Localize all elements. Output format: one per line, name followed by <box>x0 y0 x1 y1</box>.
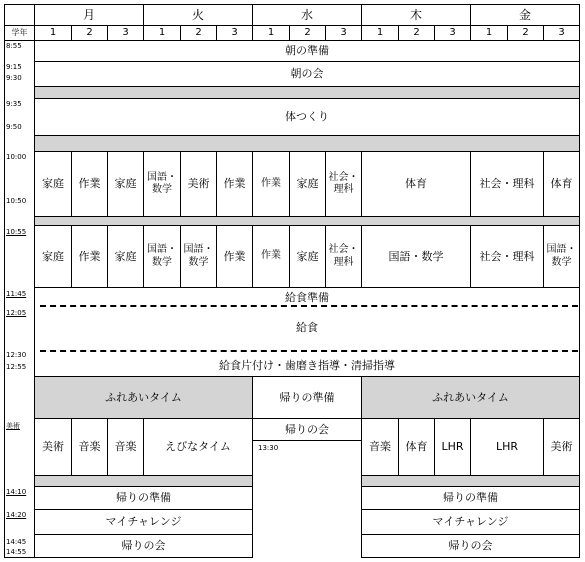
time-label: 12:30 <box>6 351 27 359</box>
time-label: 9:50 <box>6 123 22 131</box>
header-corner <box>4 4 35 26</box>
time-label: 10:00 <box>6 153 27 161</box>
afternoon-cell: LHR <box>470 418 544 476</box>
day-header-fri: 金 <box>470 4 580 26</box>
period2-cell: 国語・ 数学 <box>180 225 217 288</box>
afternoon-cell: 体育 <box>398 418 435 476</box>
afternoon-cell: LHR <box>434 418 471 476</box>
period2-cell: 国語・数学 <box>361 225 471 288</box>
day-header-mon: 月 <box>34 4 144 26</box>
period2-cell: 家庭 <box>107 225 144 288</box>
time-label: 14:55 <box>6 548 27 556</box>
go-home-prep-mon-tue: 帰りの準備 <box>34 486 253 510</box>
lunch: 給食 <box>296 321 318 334</box>
period2-cell: 社会・ 理科 <box>325 225 362 288</box>
go-home-prep-wed: 帰りの準備 <box>252 376 362 419</box>
morning-meeting: 朝の会 <box>34 61 580 87</box>
morning-prep: 朝の準備 <box>34 40 580 62</box>
period1-cell: 家庭 <box>289 151 326 217</box>
fureai-time-mon-tue: ふれあいタイム <box>34 376 253 419</box>
period1-cell: 社会・理科 <box>470 151 544 217</box>
grade-number: 2 <box>398 25 435 41</box>
go-home-prep-thu-fri: 帰りの準備 <box>361 486 580 510</box>
period2-cell: 家庭 <box>289 225 326 288</box>
time-label: 10:50 <box>6 197 27 205</box>
period1-cell: 社会・ 理科 <box>325 151 362 217</box>
period1-cell: 家庭 <box>34 151 72 217</box>
my-challenge-thu-fri: マイチャレンジ <box>361 509 580 535</box>
grade-number: 2 <box>507 25 544 41</box>
period2-cell: 社会・理科 <box>470 225 544 288</box>
grade-number: 1 <box>470 25 508 41</box>
time-label: 10:55 <box>6 228 27 236</box>
grade-number: 2 <box>180 25 217 41</box>
time-label: 11:45 <box>6 290 27 298</box>
grade-number: 3 <box>216 25 253 41</box>
period1-cell: 家庭 <box>107 151 144 217</box>
afternoon-cell: 美術 <box>543 418 580 476</box>
dashed-separator <box>40 350 578 352</box>
fureai-time-thu-fri: ふれあいタイム <box>361 376 580 419</box>
afternoon-cell: 美術 <box>34 418 72 476</box>
grade-number: 3 <box>434 25 471 41</box>
go-home-meeting-mon-tue: 帰りの会 <box>34 534 253 558</box>
day-header-wed: 水 <box>252 4 362 26</box>
period1-cell: 作業 <box>71 151 108 217</box>
period2-cell: 国語・ 数学 <box>143 225 181 288</box>
go-home-meeting-thu-fri: 帰りの会 <box>361 534 580 558</box>
grade-number: 1 <box>34 25 72 41</box>
time-label: 14:20 <box>6 511 27 519</box>
grade-number: 3 <box>107 25 144 41</box>
period1-cell: 作業 <box>216 151 253 217</box>
period1-cell: 体育 <box>361 151 471 217</box>
body-building: 体つくり <box>34 98 580 136</box>
period2-cell: 作業 <box>252 225 290 288</box>
grade-number: 3 <box>325 25 362 41</box>
period1-cell: 体育 <box>543 151 580 217</box>
period1-cell: 美術 <box>180 151 217 217</box>
period2-cell: 家庭 <box>34 225 72 288</box>
my-challenge-mon-tue: マイチャレンジ <box>34 509 253 535</box>
time-label: 12:05 <box>6 309 27 317</box>
time-label: 9:15 <box>6 63 22 71</box>
period2-cell: 国語・ 数学 <box>543 225 580 288</box>
dashed-separator <box>40 305 578 307</box>
time-label: 9:35 <box>6 100 22 108</box>
afternoon-cell: 音楽 <box>361 418 399 476</box>
period1-cell: 国語・ 数学 <box>143 151 181 217</box>
time-label: 美術 <box>6 422 20 430</box>
grade-number: 2 <box>71 25 108 41</box>
time-label: 9:30 <box>6 74 22 82</box>
afternoon-cell: 音楽 <box>71 418 108 476</box>
grade-number: 2 <box>289 25 326 41</box>
afternoon-cell: 音楽 <box>107 418 144 476</box>
cleanup: 給食片付け・歯磨き指導・清掃指導 <box>219 359 395 372</box>
time-label: 14:45 <box>6 538 27 546</box>
ebina-time: えびなタイム <box>143 418 253 476</box>
grade-number: 1 <box>252 25 290 41</box>
grade-number: 1 <box>361 25 399 41</box>
period2-cell: 作業 <box>216 225 253 288</box>
period2-cell: 作業 <box>71 225 108 288</box>
day-header-tue: 火 <box>143 4 253 26</box>
time-label: 13:30 <box>258 444 279 452</box>
go-home-meeting-wed: 帰りの会 <box>252 418 362 441</box>
grade-number: 1 <box>143 25 181 41</box>
grade-number: 3 <box>543 25 580 41</box>
period1-cell: 作業 <box>252 151 290 217</box>
grade-label: 学年 <box>4 25 35 41</box>
time-label: 14:10 <box>6 488 27 496</box>
separator-bar <box>34 135 580 152</box>
time-label: 12:55 <box>6 363 27 371</box>
lunch-prep: 給食準備 <box>285 291 329 304</box>
time-label: 8:55 <box>6 42 22 50</box>
day-header-thu: 木 <box>361 4 471 26</box>
